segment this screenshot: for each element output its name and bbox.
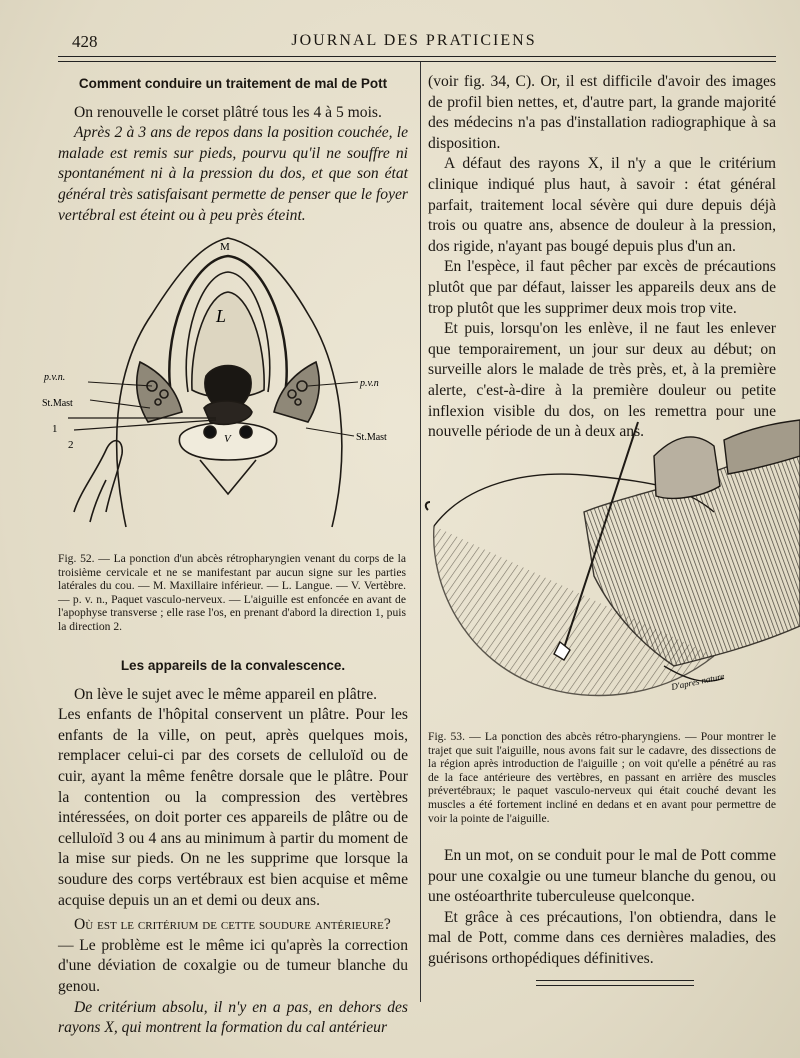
- right-column-bottom: [428, 846, 776, 970]
- section-title-pott: Comment conduire un traitement de mal de Pott: [78, 76, 388, 91]
- paragraph: (voir fig. 34, C). Or, il est difficile d'avoir des images de profil bien nettes, et, d'autre part, la grande majorité des médecins n'a pas d'installation radiographique à sa disposition.: [428, 73, 776, 152]
- page-header: [58, 28, 770, 56]
- fig52-label-pvn-left: p.v.n.: [44, 372, 66, 383]
- paragraph: En un mot, on se conduit pour le mal de Pott comme pour une coxalgie ou une tumeur blanche du genou, ou une ostéoarthrite tuberculeuse quelconque.: [428, 847, 776, 906]
- left-column-top: [58, 74, 408, 226]
- figure-53-dissection-illustration: [424, 416, 800, 716]
- paragraph: A défaut des rayons X, il n'y a que le critérium clinique indiqué plus haut, à savoir : état général parfait, traitement local sévère qui dure depuis déjà trois ou quatre ans, absence de douleur à la pression, dos rigide, n'ayant pas bougé depuis plus d'un an.: [428, 155, 776, 255]
- fig53-signature: D'après nature: [670, 670, 726, 692]
- figure-53-caption: [428, 730, 776, 825]
- header-rule: [58, 56, 776, 62]
- caption-text: Fig. 53. — La ponction des abcès rétro-pharyngiens. — Pour montrer le trajet que suit l'aiguille, nous avons fait sur le cadavre, des dissections de la région après introduction de l'aiguille ; on voit qu'elle a pénétré au ras de la face antérieure des vertèbres, en passant en arrière des muscles prévertébraux; le paquet vasculo-nerveux qui était couché devant les muscles a été fortement incliné en dedans et en avant pour permettre de voir la pointe de l'aiguille.: [428, 730, 776, 825]
- paragraph: Les enfants de l'hôpital conservent un plâtre. Pour les enfants de la ville, on peut, après quelques mois, remplacer celui-ci par des corsets de celluloïd ou de cuir, ayant la même fenêtre dorsale que le plâtre. Pour la contention ou la compression des vertèbres intéressées, on doit porter ces appareils de plâtre ou de celluloïd 3 ou 4 ans au minimum à partir du moment de la mise sur pieds. On ne les supprime que lorsque la soudure des corps vertébraux est bien acquise et même acquise depuis un an et demi ou deux ans.: [58, 706, 408, 909]
- left-column-bottom: [58, 656, 408, 1039]
- section-title-convalescence: Les appareils de la convalescence.: [120, 658, 346, 673]
- fig52-label-pvn-right: p.v.n: [360, 378, 379, 389]
- fig52-label-2: 2: [68, 439, 74, 451]
- figure-52-caption: [58, 552, 406, 634]
- paragraph: On renouvelle le corset plâtré tous les 4 à 5 mois.: [74, 103, 382, 121]
- caption-text: Fig. 52. — La ponction d'un abcès rétropharyngien venant du corps de la troisième cervicale et ne se manifestant par aucun signe sur les parties latérales du cou. — M. Maxillaire inférieur. — L. Langue. — V. Vertèbre. — p. v. n., Paquet vasculo-nerveux. — L'aiguille est enfoncée en avant de l'apophyse transverse ; elle rase l'os, en prenant d'abord la direction 1, puis la direction 2.: [58, 552, 406, 633]
- right-column-top: [428, 72, 776, 443]
- fig52-label-stmast-left: St.Mast: [42, 398, 73, 409]
- journal-title: JOURNAL DES PRATICIENS: [291, 32, 537, 49]
- column-divider: [420, 62, 421, 1002]
- paragraph: — Le problème est le même ici qu'après la correction d'une déviation de coxalgie ou de tumeur blanche du genou.: [58, 936, 408, 995]
- fig52-label-l: L: [216, 306, 227, 326]
- paragraph: Et grâce à ces précautions, l'on obtiendra, dans le mal de Pott, comme dans ces dernières maladies, des guérisons orthopédiques définitives.: [428, 908, 776, 967]
- paragraph: Et puis, lorsqu'on les enlève, il ne faut les enlever que temporairement, un jour sur deux au début; on surveille alors le malade de très près, et, à la première alerte, c'est-à-dire à la première douleur ou petite inflexion visible du dos, on les remettra pour une nouvelle période de un à deux ans.: [428, 320, 776, 441]
- fig52-label-stmast-right: St.Mast: [356, 432, 387, 443]
- paragraph: On lève le sujet avec le même appareil en plâtre.: [74, 685, 378, 703]
- fig52-label-m: M: [220, 241, 230, 253]
- figure-52-neck-cross-section: [40, 222, 420, 542]
- paragraph: Après 2 à 3 ans de repos dans la position couchée, le malade est remis sur pieds, pourvu qu'il ne souffre ni spontanément ni à la pression du dos, et que son état général très satisfaisant permette de penser que le foyer vertébral est éteint ou à peu près éteint.: [58, 124, 408, 224]
- end-rule: [536, 980, 694, 986]
- fig52-label-v: V: [224, 433, 231, 445]
- page-number: 428: [72, 32, 98, 51]
- paragraph: En l'espèce, il faut pêcher par excès de précautions plutôt que par défaut, laisser les appareils deux ans de trop plutôt que les supprimer deux mois trop vite.: [428, 258, 776, 317]
- fig52-label-1: 1: [52, 423, 58, 435]
- paragraph: De critérium absolu, il n'y en a pas, en dehors des rayons X, qui montrent la formation du cal antérieur: [58, 998, 408, 1037]
- question-heading: Où est le critérium de cette soudure antérieure?: [74, 916, 391, 934]
